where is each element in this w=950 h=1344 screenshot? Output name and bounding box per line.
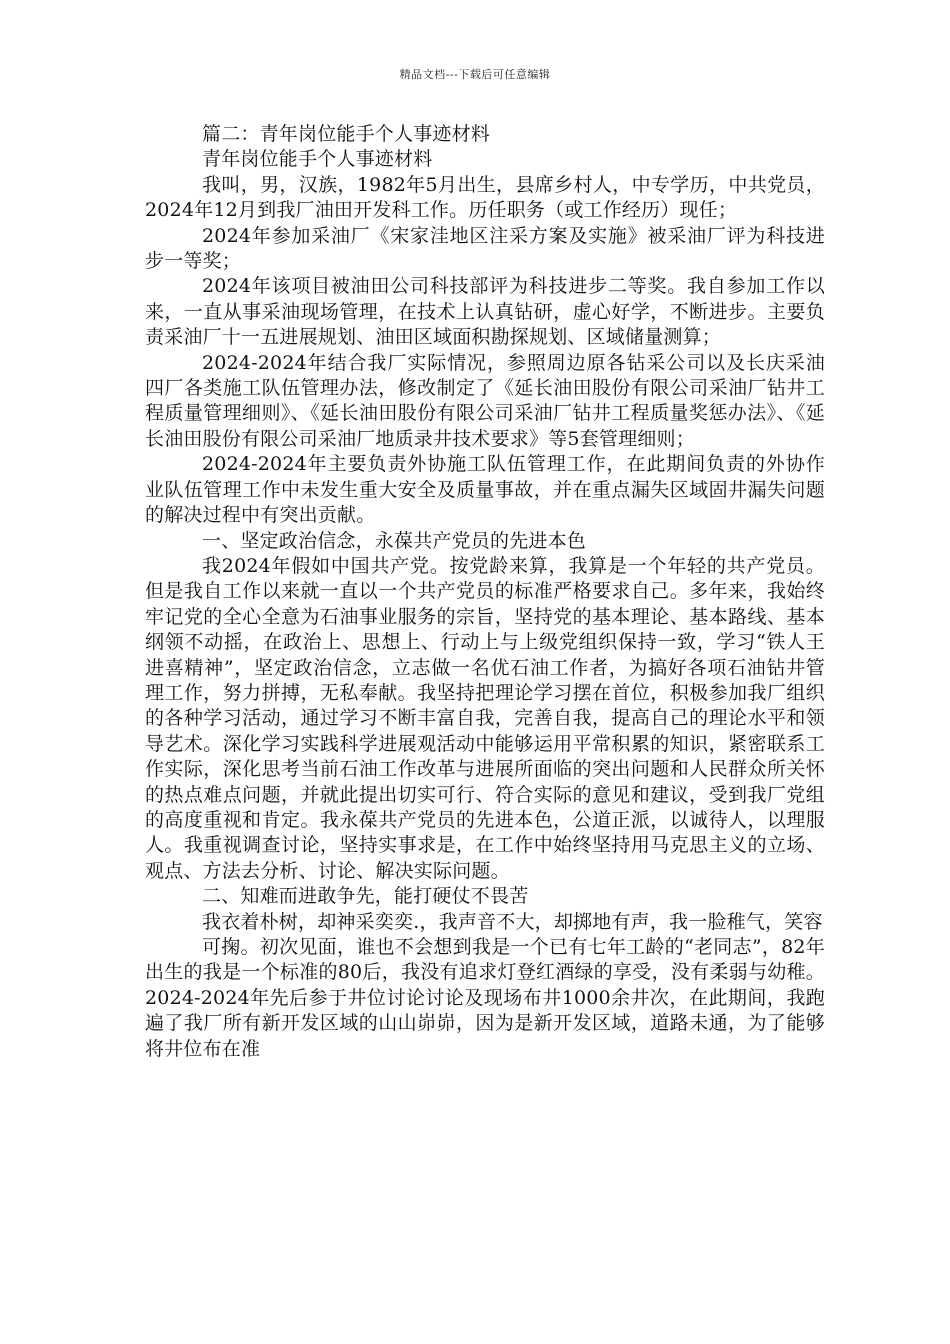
paragraph-intro: 我叫，男，汉族，1982年5月出生，县席乡村人，中专学历，中共党员，2024年12月到我厂油田开发科工作。历任职务（或工作经历）现任； [145, 173, 825, 222]
paragraph-award-2: 2024年该项目被油田公司科技部评为科技进步二等奖。我自参加工作以来，一直从事采油现场管理，在技术上认真钻研，虚心好学，不断进步。主要负责采油厂十一五进展规划、油田区域面积勘探规划、区域储量测算； [145, 275, 825, 349]
heading-hard-work: 二、知难而进敢争先，能打硬仗不畏苦 [202, 885, 529, 908]
document-title: 青年岗位能手个人事迹材料 [202, 148, 433, 171]
paragraph-award-1: 2024年参加采油厂《宋家洼地区注采方案及实施》被采油厂评为科技进步一等奖； [145, 224, 825, 273]
heading-political-belief: 一、坚定政治信念，永葆共产党员的先进本色 [202, 529, 587, 552]
document-body [145, 122, 825, 1062]
paragraph-management-rules: 2024-2024年结合我厂实际情况，参照周边原各钻采公司以及长庆采油四厂各类施工队伍管理办法，修改制定了《延长油田股份有限公司采油厂钻井工程质量管理细则》、《延长油田股份有限公司采油厂钻井工程质量奖惩办法》、《延长油田股份有限公司采油厂地质录井技术要求》等5套管理细则； [145, 351, 825, 450]
section-title: 篇二：青年岗位能手个人事迹材料 [202, 123, 491, 145]
paragraph-outsourcing: 2024-2024年主要负责外协施工队伍管理工作，在此期间负责的外协作业队伍管理工作中未发生重大安全及质量事故，并在重点漏失区域固井漏失问题的解决过程中有突出贡献。 [145, 453, 825, 527]
paragraph-appearance: 我衣着朴树，却神采奕奕.，我声音不大，却掷地有声，我一脸稚气，笑容 [202, 910, 823, 933]
paragraph-field-work: 可掬。初次见面，谁也不会想到我是一个已有七年工龄的“老同志”，82年出生的我是一个标准的80后，我没有追求灯登红酒绿的享受，没有柔弱与幼稚。2024-2024年先后参于井位讨论讨论及现场布井1000余井次，在此期间，我跑遍了我厂所有新开发区域的山山峁峁，因为是新开发区域，道路未通，为了能够将井位布在准 [145, 936, 825, 1060]
paragraph-party-member: 我2024年假如中国共产党。按党龄来算，我算是一个年轻的共产党员。但是我自工作以来就一直以一个共产党员的标准严格要求自己。多年来，我始终牢记党的全心全意为石油事业服务的宗旨，坚持党的基本理论、基本路线、基本纲领不动摇，在政治上、思想上、行动上与上级党组织保持一致，学习“铁人王进喜精神”，坚定政治信念，立志做一名优石油工作者，为搞好各项石油钻井管理工作，努力拼搏，无私奉献。我坚持把理论学习摆在首位，积极参加我厂组织的各种学习活动，通过学习不断丰富自我，完善自我，提高自己的理论水平和领导艺术。深化学习实践科学进展观活动中能够运用平常积累的知识，紧密联系工作实际，深化思考当前石油工作改革与进展所面临的突出问题和人民群众所关怀的热点难点问题，并就此提出切实可行、符合实际的意见和建议，受到我厂党组的高度重视和肯定。我永葆共产党员的先进本色，公道正派，以诚待人，以理服人。我重视调查讨论，坚持实事求是，在工作中始终坚持用马克思主义的立场、观点、方法去分析、讨论、解决实际问题。 [145, 554, 825, 882]
page-header: 精品文档---下载后可任意编辑 [399, 68, 551, 81]
